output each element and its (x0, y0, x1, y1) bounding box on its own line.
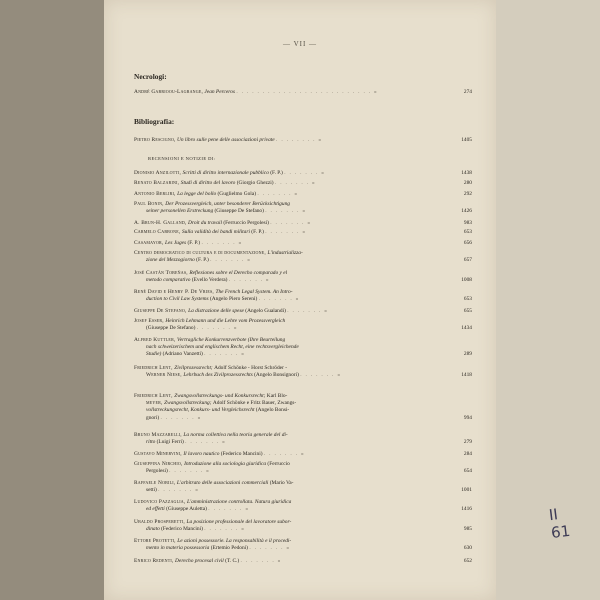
entry-line (134, 432, 472, 439)
leader-dots: . . . . . . . » (249, 545, 291, 552)
entry-author: Carmelo Cabbone, (134, 229, 182, 235)
entry-title: Les Juges (165, 240, 188, 246)
entry-line (134, 487, 472, 494)
entry-page: 292 (463, 191, 472, 197)
entry-reviewer: Pergolesi) (146, 468, 170, 475)
entry-page: 1418 (461, 372, 472, 379)
entry-page: 1426 (461, 208, 472, 215)
review-entry (134, 289, 472, 303)
entry-title: L'amministrazione controllata. Natura giuridica (187, 499, 292, 505)
leader-dots: . . . . . . . » (287, 308, 329, 314)
entry-line (134, 250, 472, 257)
entry-page: 1438 (461, 170, 472, 176)
entry-author: Bruno Mazzarelli, (134, 432, 184, 438)
leader-dots: . . . . . . . » (185, 439, 227, 446)
entry-author: A. Brun-H. Galland, (134, 220, 189, 226)
entry-line (134, 393, 472, 400)
entry-line (134, 558, 472, 565)
entry-line (134, 270, 472, 277)
necrologi-entry: André Gabrioou-Lagrange, Jean Perceros . . . . . . . . . . . . . . . . . . . . . . . . . . » 274 (134, 89, 472, 95)
entry-reviewer: (Angelo Gualandi) (245, 308, 288, 314)
entry-reviewer: (Evello Verdera) (191, 277, 229, 284)
entry-page: 630 (463, 545, 472, 552)
entry-line (134, 526, 472, 533)
entry-line (134, 439, 472, 446)
entry-reviewer: (Guglielmo Gola) (217, 191, 258, 197)
leader-dots: . . . . . . . » (257, 191, 299, 197)
entry-title: ritto (146, 439, 157, 446)
entry-line (134, 318, 472, 325)
bibliografia-heading: Bibliografia: (134, 117, 175, 126)
entry-reviewer: (F. P.) (196, 257, 211, 264)
recensioni-label: RECENSIONI E NOTIZIE DI: (148, 156, 216, 161)
entry-reviewer: (Giorgio Ghezzi) (236, 180, 275, 186)
entry-page: 1405 (461, 137, 472, 143)
entry-title: Le azioni possessorie. La responsabilità e il procedi- (177, 538, 292, 544)
entry-line (134, 400, 472, 407)
leader-dots: . . . . . . . » (228, 277, 270, 284)
entry-line (134, 344, 472, 351)
entry-reviewer: (Angelo Piero Sereni) (209, 296, 259, 303)
entry-title: ed effetti (146, 506, 167, 513)
leader-dots: . . . . . . . » (258, 296, 300, 303)
entry-title: mento in materia possessoria (146, 545, 211, 552)
entry-title: Studie) (146, 351, 163, 358)
entry-author: Ludovico Pazzaglia, (134, 499, 187, 505)
entry-author: Ubaldo Prosperetti, (134, 519, 187, 525)
necrologi-heading: Necrologi: (134, 72, 167, 81)
entry-reviewer: (Mario Va- (269, 480, 294, 486)
review-entry (134, 240, 472, 247)
entry-line (134, 296, 472, 303)
entry-line (134, 220, 472, 227)
entry-line (134, 468, 472, 475)
entry-page: 985 (463, 526, 472, 533)
entry-author: Paul Bonin, (134, 201, 166, 207)
entry-line (134, 337, 472, 344)
entry-title: Droit du travail (188, 220, 224, 226)
review-entry (134, 461, 472, 475)
entry-line (134, 180, 472, 187)
review-entry (134, 499, 472, 513)
entry-line (134, 289, 472, 296)
entry-page: 1008 (461, 277, 472, 284)
entry-line (134, 229, 472, 236)
leader-dots: . . . . . . . » (204, 351, 246, 358)
entry-author: Gustavo Minervini, (134, 451, 184, 457)
leader-dots: . . . . . . . » (265, 229, 307, 235)
review-entry (134, 180, 472, 187)
leader-dots: . . . . . . . » (270, 220, 312, 226)
leader-dots: . . . . . . . » (274, 180, 317, 186)
entry-line (134, 191, 472, 198)
entry-title: metodo comparativo (146, 277, 192, 284)
entry-author: Antonio Berliri, (134, 191, 178, 197)
entry-title: Introduzione alla sociologia giuridica (184, 461, 268, 467)
entry-page: 1416 (461, 506, 472, 513)
leader-dots: . . . . . . . » (208, 506, 250, 513)
entry-title: Reflexiones sobre el Derecho comparado y el (189, 270, 288, 276)
leader-dots: . . . . . . . » (160, 414, 202, 421)
entry-title: The French Legal System. An Intro- (215, 289, 293, 295)
review-entry (134, 308, 472, 315)
entry-title: dinato (146, 526, 162, 533)
entry-title: Sulla validità dei bandi militari (181, 229, 252, 235)
entry-author: Friedrich Lent, (134, 393, 175, 399)
entry-line (134, 257, 472, 264)
entry-author: Dionisio Anzilotti, (134, 170, 183, 176)
entry-reviewer: setti) (146, 487, 159, 494)
entry-reviewer: (T. C.) (225, 558, 241, 564)
entry-reviewer: Adolf Schönke e Fritz Bauer, Zwangs- (212, 400, 297, 407)
entry-title: Studi di diritto del lavoro (180, 180, 237, 186)
leader-dots: . . . . . . . » (263, 451, 305, 457)
review-entry (134, 220, 472, 227)
review-entry (134, 170, 472, 177)
entry-author: Enrico Redenti, (134, 558, 176, 564)
entry-reviewer: (Angelo Bonsi- (255, 407, 290, 414)
entry-title: Zwangsvollstreckungs- und Konkursrecht; (174, 393, 267, 399)
review-entry (134, 558, 472, 565)
entry-reviewer: (Giuseppe Auletta) (166, 506, 209, 513)
entry-line (134, 451, 472, 458)
entry-page: 1434 (461, 325, 472, 332)
entry-author: Alfred Kuttler, (134, 337, 178, 343)
review-entry (134, 337, 472, 359)
bibliografia-main-entry: Pietro Rescigno, Un libro sulle pene delle associazioni private . . . . . . . . » 1405 (134, 137, 472, 143)
entry-line (134, 351, 472, 358)
entry-title: La posizione professionale del lavoratore subor- (186, 519, 292, 525)
entry-page: 1001 (461, 487, 472, 494)
entry-author: Giuseppe De Stefano, (134, 308, 189, 314)
entry-line (134, 415, 472, 422)
page-header: — VII — (282, 40, 318, 48)
entry-reviewer: gnori) (146, 414, 161, 421)
entry-reviewer: (F. P.) (270, 170, 285, 176)
entry-reviewer: (F. P.) (251, 229, 266, 235)
entry-reviewer: (F. P.) (187, 240, 202, 246)
entry-page: 994 (463, 414, 472, 421)
left-background (0, 0, 104, 600)
entry-line (134, 308, 472, 315)
entry-line (134, 407, 472, 414)
entry-title: Lehrbuch des Zivilprozessrechts (183, 372, 255, 379)
leader-dots: . . . . . . . » (240, 558, 282, 564)
entry-author: Ettore Protetti, (134, 538, 178, 544)
entry-page: 983 (463, 220, 472, 226)
entry-title: Un libro sulle pene delle associazioni private (176, 137, 275, 143)
entry-page: 655 (463, 308, 472, 314)
entry-line (134, 277, 472, 284)
entry-line (134, 201, 472, 208)
entry-author: Werner Niese, (146, 372, 184, 379)
leader-dots: . . . . . . . » (204, 526, 246, 533)
entry-page: 654 (463, 468, 472, 475)
entry-author: Renato Balzarini, (134, 180, 181, 186)
entry-line (134, 170, 472, 177)
entry-author: Raffaele Nobili, (134, 480, 177, 486)
entry-line (134, 365, 472, 372)
entry-line (134, 461, 472, 468)
entry-author: Friedrich Lent, (134, 365, 175, 371)
entry-author: Josef Esser, (134, 318, 166, 324)
leader-dots: . . . . . . . » (284, 170, 326, 176)
entry-title: Il lavoro nautico (183, 451, 221, 457)
entry-reviewer: (Ertemio Pedoni) (210, 545, 250, 552)
entry-line (134, 499, 472, 506)
review-entry (134, 270, 472, 284)
handwritten-note: II 61 (547, 505, 572, 543)
entry-line (134, 240, 472, 247)
entry-title: zione del Mezzogiorno (146, 257, 197, 264)
entry-author: Centro democratico di cultura e di documentazione, (134, 250, 268, 256)
entry-title: Scritti di diritto internazionale pubblico (182, 170, 271, 176)
entry-reviewer: (Ferruccio Pergolesi) (223, 220, 271, 226)
review-entry (134, 365, 472, 379)
entry-page: 284 (463, 451, 472, 457)
entry-reviewer: (Adriano Vanzetti) (162, 351, 205, 358)
book-page (104, 0, 572, 600)
entry-title: Derecho procesal civil (175, 558, 226, 564)
review-entry (134, 480, 472, 494)
entry-page: 652 (463, 558, 472, 564)
entry-title: L'arbitrato delle associazioni commerciali (176, 480, 270, 486)
entry-title: La norma collettiva nella teoria generale del di- (183, 432, 288, 438)
entry-author: René David e Henry P. De Vries, (134, 289, 216, 295)
entry-author: Casamayor, (134, 240, 166, 246)
entry-page: 653 (463, 229, 472, 235)
entry-title: Der Prozessvergleich, unter besonderer Berücksichtigung (165, 201, 290, 207)
entry-line (134, 519, 472, 526)
entry-author: José Castán Tobeñas, (134, 270, 190, 276)
review-entry (134, 393, 472, 422)
entry-reviewer: Karl Blo- (266, 393, 288, 399)
entry-reviewer: (Giuseppe De Stefano) (146, 325, 197, 332)
entry-title: Vertragliche Konkurrenzverbote (Ihre Beurteilung (177, 337, 286, 343)
entry-reviewer: (Ferruccio (267, 461, 290, 467)
entry-reviewer: (Angelo Bonsignori) (254, 372, 301, 379)
entry-author: Pietro Rescigno, (134, 137, 176, 143)
entry-page: 653 (463, 296, 472, 303)
leader-dots: . . . . . . . » (196, 325, 238, 332)
entry-page: 279 (463, 439, 472, 446)
entry-line (134, 372, 472, 379)
entry-page: 274 (463, 89, 472, 95)
entry-author: meyer, (146, 400, 165, 407)
entry-reviewer: Adolf Schönke - Horst Schröder - (214, 365, 288, 371)
review-entry (134, 250, 472, 264)
entry-line (134, 545, 472, 552)
entry-line (134, 538, 472, 545)
entry-title: Heinrich Lehmann und die Lehre vom Prozessvergleich (165, 318, 286, 324)
review-entry (134, 318, 472, 332)
leader-dots: . . . . . . . » (169, 468, 211, 475)
entry-author: Giuseppina Nirchio, (134, 461, 185, 467)
entry-title: La distrazione delle spese (188, 308, 246, 314)
entry-author: André Gabrioou-Lagrange, (134, 89, 204, 95)
leader-dots: . . . . . . . » (265, 208, 307, 215)
entry-title: La legge del bollo (177, 191, 218, 197)
entry-reviewer: (Federico Mancini) (161, 526, 205, 533)
leader-dots: . . . . . . . » (201, 240, 243, 246)
leader-dots: . . . . . . . » (210, 257, 252, 264)
entry-line (134, 506, 472, 513)
entry-page: 656 (463, 240, 472, 246)
review-entry (134, 432, 472, 446)
entry-page: 280 (463, 180, 472, 186)
entry-title: vollstreckungsrecht, Konkurs- und Vergleichsrecht (146, 407, 256, 414)
review-entry (134, 538, 472, 552)
review-entry (134, 201, 472, 215)
entry-title: Zivilprozessrecht; (174, 365, 215, 371)
entry-reviewer: (Giuseppe De Stefano) (214, 208, 266, 215)
review-entry (134, 519, 472, 533)
entry-title: nach schweizerischem und englischem Recht, eine rechtsvergleichende (146, 344, 299, 351)
entry-reviewer: (Federico Mancini) (220, 451, 264, 457)
entry-line (134, 208, 472, 215)
entry-title: L'industrializza- (267, 250, 303, 256)
entry-line (134, 325, 472, 332)
review-entry (134, 191, 472, 198)
entry-page: 289 (463, 351, 472, 358)
leader-dots: . . . . . . . » (300, 372, 342, 379)
review-entry (134, 451, 472, 458)
entry-page: 657 (463, 257, 472, 264)
entry-reviewer: (Luigi Ferri) (156, 439, 186, 446)
review-entry (134, 229, 472, 236)
entry-line (134, 480, 472, 487)
entry-title: Zwangsvollstreckung; (164, 400, 213, 407)
entry-title: Jean Perceros (204, 89, 235, 95)
entry-title: duction to Civil Law Systems (146, 296, 210, 303)
leader-dots: . . . . . . . » (158, 487, 200, 494)
entry-title: seiner personellen Erstreckung (146, 208, 215, 215)
